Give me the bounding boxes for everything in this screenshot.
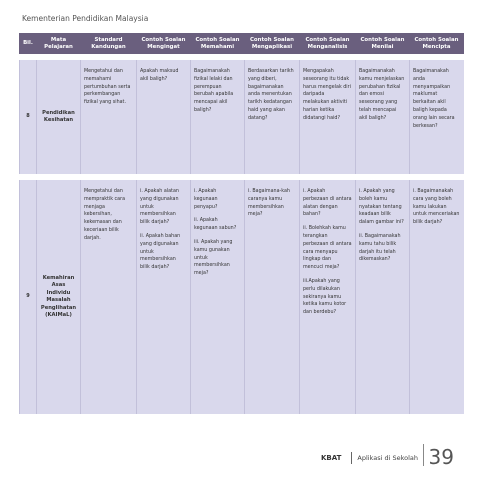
column-header: Contoh Soalan Memahami	[191, 34, 245, 54]
column-header: Contoh Soalan Mengaplikasi	[245, 34, 300, 54]
subject-cell: Pendidikan Kesihatan	[37, 60, 81, 174]
question-cell	[191, 180, 245, 414]
question-cell	[137, 180, 191, 414]
question-item: Mengapakah seseorang itu tidak harus mengelak diri daripada melakukan aktiviti harian ketika didatangi haid?	[303, 69, 351, 121]
question-item: i. Bagaimanakah cara yang boleh kamu lakukan untuk menceriakan bilik darjah?	[413, 189, 460, 226]
column-header: Bil.	[20, 34, 37, 54]
question-item: Berdasarkan tarikh yang diberi, bagaimanakan anda menentukan tarikh kedatangan haid yang akan datang?	[248, 69, 294, 121]
question-cell	[245, 60, 300, 174]
standard-cell: Mengetahui dan mempraktik cara menjaga kebersihan, kekemasan dan keceriaan bilik darjah.	[81, 180, 137, 414]
page-number: 39	[428, 445, 454, 469]
page-header: Kementerian Pendidikan Malaysia	[22, 14, 149, 23]
table-row	[20, 60, 464, 174]
question-item: ii. Apakah kegunaan sabun?	[194, 218, 237, 232]
column-header: Contoh Soalan Menganalisis	[300, 34, 356, 54]
subject-cell: Kemahiran Asas Individu Masalah Penglihatan (KAIMaL)	[37, 180, 81, 414]
row-number: 9	[20, 180, 37, 414]
question-item: Bagaimanakah fizikal lelaki dan perempuan berubah apabila mencapai akil baligh?	[194, 69, 234, 113]
question-item: ii. Bolehkah kamu terangkan perbezaan di antara cara menyapu lingkap dan mencuci meja?	[303, 226, 352, 271]
question-item: ii. Bagaimanakah kamu tahu bilik darjah itu telah dikemaskan?	[359, 233, 401, 263]
standard-cell: Mengetahui dan memahami pertumbuhan serta perkembangan fizikal yang sihat.	[81, 60, 137, 174]
question-item: ii. Apakah bahan yang digunakan untuk membersihkan bilik darjah?	[140, 233, 181, 271]
question-item: iii.Apakah yang perlu dilakukan sekiranya kamu ketika kamu kotor dan berdebu?	[303, 278, 347, 316]
question-item: iii. Apakah yang kamu gunakan untuk membersihkan meja?	[194, 239, 233, 277]
question-cell	[356, 180, 410, 414]
column-header: Mata Pelajaran	[37, 34, 81, 54]
column-header: Contoh Soalan Mencipta	[410, 34, 464, 54]
question-item: i. Apakah alatan yang digunakan untuk membersihkan bilik darjah?	[140, 189, 179, 226]
question-item: i. Bagaimana-kah caranya kamu membersihkan meja?	[248, 189, 290, 218]
question-cell	[245, 180, 300, 414]
column-header: Standard Kandungan	[81, 34, 137, 54]
column-header: Contoh Soalan Mengingat	[137, 34, 191, 54]
footer-divider	[351, 452, 352, 464]
question-item: Apakah maksud akil baligh?	[140, 69, 179, 82]
column-header: Contoh Soalan Menilai	[356, 34, 410, 54]
question-item: i. Apakah yang boleh kamu nyatakan tentang keadaan bilik dalam gambar ini?	[359, 189, 404, 226]
question-cell	[356, 60, 410, 174]
page-number-divider	[423, 444, 424, 466]
question-table	[19, 33, 464, 414]
question-item: i. Apakah perbezaan di antara alatan dengan bahan?	[303, 189, 352, 218]
footer-section: Aplikasi di Sekolah	[357, 454, 418, 462]
question-item: Bagaimanakah anda menyampaikan maklumat berkaitan akil baligh kepada orang lain secara berkesan?	[413, 69, 455, 129]
question-cell	[300, 180, 356, 414]
question-cell	[300, 60, 356, 174]
row-number: 8	[20, 60, 37, 174]
table-header-row	[20, 34, 464, 54]
table-row	[20, 180, 464, 414]
question-cell	[137, 60, 191, 174]
question-cell	[410, 60, 464, 174]
question-cell	[191, 60, 245, 174]
question-cell	[410, 180, 464, 414]
page-footer	[321, 452, 418, 464]
footer-kbat: KBAT	[320, 454, 342, 462]
question-item: Bagaimanakah kamu menjelaskan perubahan fizikal dan emosi seseorang yang telah mencapai akil baligh?	[359, 69, 405, 121]
question-item: i. Apakah kegunaan penyapu?	[194, 189, 218, 210]
